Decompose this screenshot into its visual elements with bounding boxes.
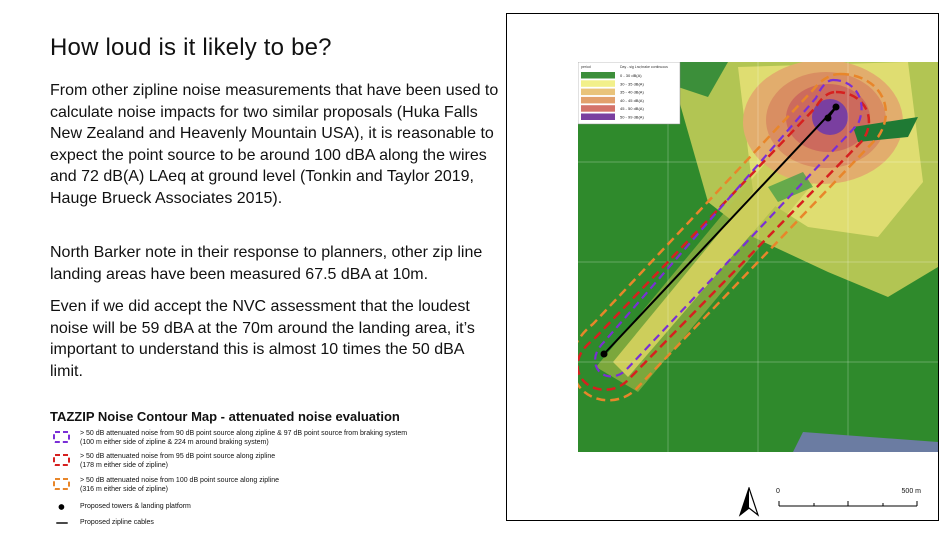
legend-item-cables <box>50 519 154 528</box>
noise-contour-map <box>578 62 938 452</box>
inset-legend-swatch <box>581 97 615 104</box>
inset-legend-label: 45 - 50 dB(A) <box>620 106 644 112</box>
legend-item-line1: > 50 dB attenuated noise from 90 dB point source along zipline & 97 dB point source from braking system <box>80 430 408 437</box>
cable-line-icon <box>50 519 74 527</box>
inset-legend-header-right: Day - sig Lrw,brake continuous <box>620 65 668 69</box>
inset-legend-swatch <box>581 105 615 112</box>
legend-item-towers <box>50 503 191 512</box>
slide-title: How loud is it likely to be? <box>50 34 332 61</box>
inset-legend <box>578 62 680 124</box>
scale-ruler <box>778 500 918 508</box>
scale-start-label: 0 <box>776 488 780 495</box>
legend-item-orange <box>50 477 279 494</box>
north-arrow <box>738 487 760 522</box>
legend-item-purple <box>50 430 407 447</box>
legend-item-red <box>50 453 275 470</box>
inset-legend-label: 40 - 45 dB(A) <box>620 97 644 103</box>
tower-dot-icon <box>50 503 74 511</box>
inset-legend-swatch <box>581 89 615 96</box>
north-arrow-icon <box>738 487 760 517</box>
paragraph-nvc-assessment: Even if we did accept the NVC assessment that the loudest noise will be 59 dBA at the 70m around the landing area, it’s important to understand this is almost 10 times the 50 dBA limit. <box>50 298 475 380</box>
legend-item-line1: > 50 dB attenuated noise from 95 dB point source along zipline <box>80 453 276 460</box>
legend-item-line1: Proposed towers & landing platform <box>80 503 191 510</box>
legend-title: TAZZIP Noise Contour Map - attenuated noise evaluation <box>50 409 400 424</box>
inset-legend-label: 0 - 30 dB(A) <box>620 73 642 78</box>
legend-item-line2: (316 m either side of zipline) <box>80 485 168 493</box>
legend-item-line1: Proposed zipline cables <box>80 519 154 526</box>
inset-legend-swatch <box>581 80 615 87</box>
inset-legend-header-left: period <box>581 65 591 69</box>
inset-legend-label: 50 - 99 dB(A) <box>620 114 644 120</box>
inset-legend-swatch <box>581 114 615 121</box>
inset-legend-swatch <box>581 72 615 79</box>
scale-end-label: 500 m <box>901 488 921 495</box>
legend-item-line2: (178 m either side of zipline) <box>80 461 168 469</box>
paragraph-landing-measurements: North Barker note in their response to planners, other zip line landing areas have been measured 67.5 dBA at 10m. <box>50 244 483 283</box>
legend-item-line2: (100 m either side of zipline & 224 m around braking system) <box>80 438 269 446</box>
inset-legend-label: 35 - 40 dB(A) <box>620 89 644 95</box>
legend-item-line1: > 50 dB attenuated noise from 100 dB point source along zipline <box>80 477 280 484</box>
orange-dashed-outline-icon <box>50 477 74 491</box>
paragraph-noise-sources: From other zipline noise measurements that have been used to calculate noise impacts for two similar proposals (Huka Falls New Zealand and Heavenly Mountain USA), it is reasonable to expect the point source to be around 100 dBA along the wires and 72 dB(A) LAeq at ground level (Tonkin and Taylor 2019, Hauge Brueck Associates 2015). <box>50 82 499 207</box>
red-dashed-outline-icon <box>50 453 74 467</box>
purple-dashed-outline-icon <box>50 430 74 444</box>
inset-legend-label: 30 - 35 dB(A) <box>620 81 644 87</box>
scale-bar <box>776 488 921 510</box>
